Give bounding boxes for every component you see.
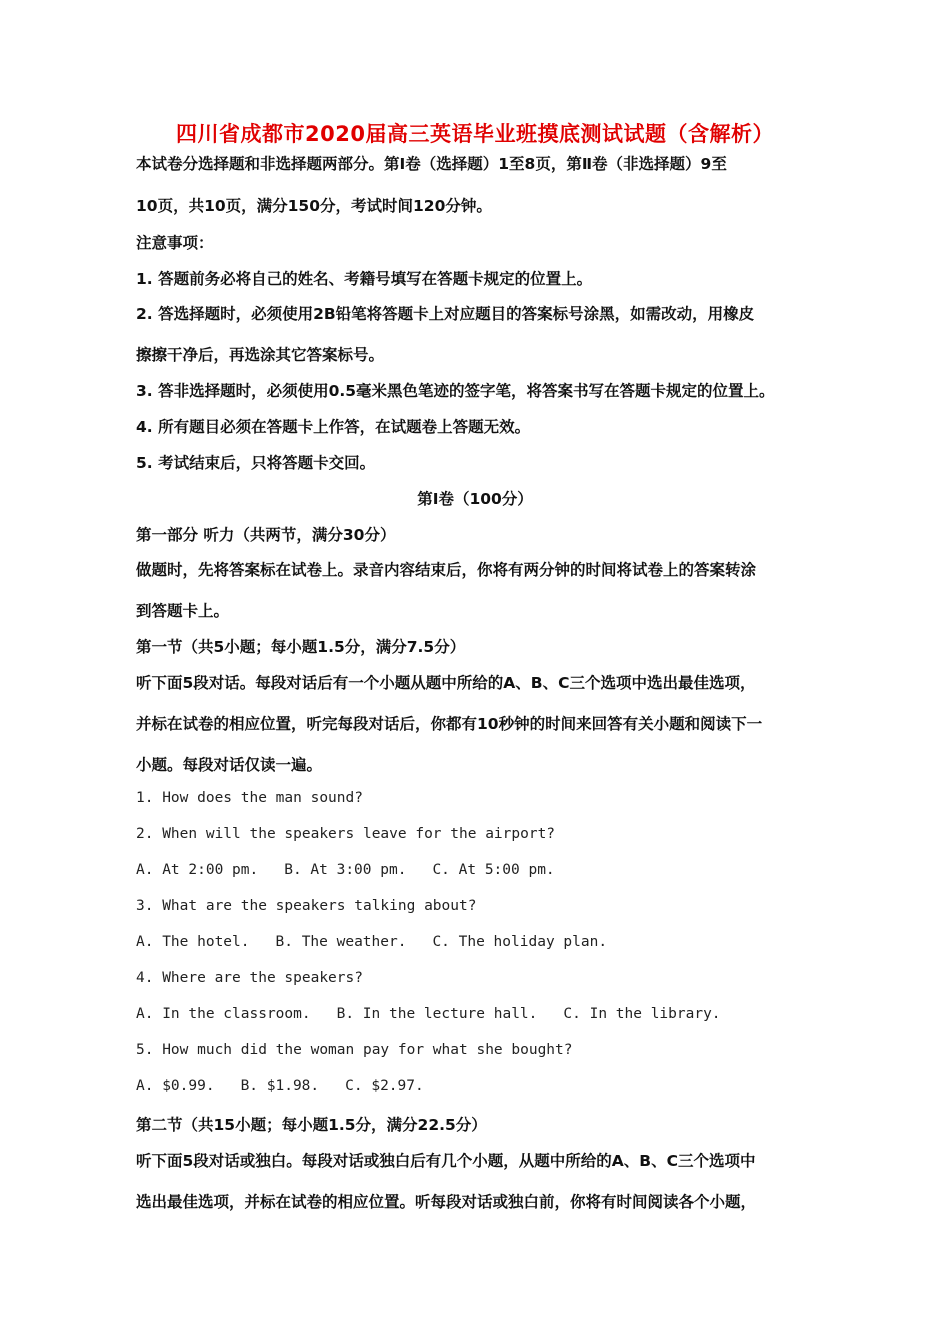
- option-b: B. The weather.: [275, 934, 407, 950]
- notice-item-4: 4. 所有题目必须在答题卡上作答，在试题卷上答题无效。: [136, 418, 531, 436]
- option-a: A. The hotel.: [136, 934, 250, 950]
- option-a: A. At 2:00 pm.: [136, 862, 259, 878]
- question-2: 2. When will the speakers leave for the airport?: [136, 826, 556, 842]
- question-4-options: [136, 1006, 747, 1022]
- section1-instruction-1: 听下面5段对话。每段对话后有一个小题从题中所给的A、B、C三个选项中选出最佳选项，: [136, 674, 756, 692]
- section1-instruction-2: 并标在试卷的相应位置，听完每段对话后，你都有10秒钟的时间来回答有关小题和阅读下一: [136, 715, 763, 733]
- option-b: B. In the lecture hall.: [336, 1006, 538, 1022]
- option-c: C. The holiday plan.: [432, 934, 608, 950]
- part1-heading: 第一部分 听力（共两节，满分30分）: [136, 526, 396, 544]
- option-b: B. At 3:00 pm.: [284, 862, 407, 878]
- question-1: 1. How does the man sound?: [136, 790, 363, 806]
- part1-instruction-2: 到答题卡上。: [136, 602, 230, 620]
- document-title: 四川省成都市2020届高三英语毕业班摸底测试试题（含解析）: [176, 122, 774, 146]
- option-c: C. In the library.: [563, 1006, 721, 1022]
- question-2-options: [136, 862, 581, 878]
- part1-instruction-1: 做题时，先将答案标在试卷上。录音内容结束后，你将有两分钟的时间将试卷上的答案转涂: [136, 561, 757, 579]
- question-3: 3. What are the speakers talking about?: [136, 898, 477, 914]
- notice-item-1: 1. 答题前务必将自己的姓名、考籍号填写在答题卡规定的位置上。: [136, 270, 593, 288]
- notice-item-2: 2. 答选择题时，必须使用2B铅笔将答题卡上对应题目的答案标号涂黑，如需改动，用橡皮: [136, 305, 755, 323]
- section2-instruction-2: 选出最佳选项，并标在试卷的相应位置。听每段对话或独白前，你将有时间阅读各个小题，: [136, 1193, 757, 1211]
- option-c: C. $2.97.: [345, 1078, 424, 1094]
- option-a: A. In the classroom.: [136, 1006, 311, 1022]
- notice-item-5: 5. 考试结束后，只将答题卡交回。: [136, 454, 376, 472]
- notice-heading: 注意事项：: [136, 234, 214, 252]
- intro-line-2: 10页，共10页，满分150分，考试时间120分钟。: [136, 197, 492, 215]
- notice-item-3: 3. 答非选择题时，必须使用0.5毫米黑色笔迹的签字笔，将答案书写在答题卡规定的位置上。: [136, 382, 775, 400]
- option-a: A. $0.99.: [136, 1078, 215, 1094]
- question-4: 4. Where are the speakers?: [136, 970, 363, 986]
- question-3-options: [136, 934, 633, 950]
- question-5: 5. How much did the woman pay for what she bought?: [136, 1042, 573, 1058]
- section2-heading: 第二节（共15小题；每小题1.5分，满分22.5分）: [136, 1116, 487, 1134]
- volume-heading: 第Ⅰ卷（100分）: [417, 490, 533, 508]
- option-b: B. $1.98.: [240, 1078, 320, 1094]
- section1-heading: 第一节（共5小题；每小题1.5分，满分7.5分）: [136, 638, 466, 656]
- option-c: C. At 5:00 pm.: [432, 862, 555, 878]
- question-5-options: [136, 1078, 450, 1094]
- section1-instruction-3: 小题。每段对话仅读一遍。: [136, 756, 323, 774]
- section2-instruction-1: 听下面5段对话或独白。每段对话或独白后有几个小题，从题中所给的A、B、C三个选项中: [136, 1152, 756, 1170]
- intro-line-1: 本试卷分选择题和非选择题两部分。第Ⅰ卷（选择题）1至8页，第Ⅱ卷（非选择题）9至: [136, 155, 727, 173]
- notice-item-2-cont: 擦擦干净后，再选涂其它答案标号。: [136, 346, 385, 364]
